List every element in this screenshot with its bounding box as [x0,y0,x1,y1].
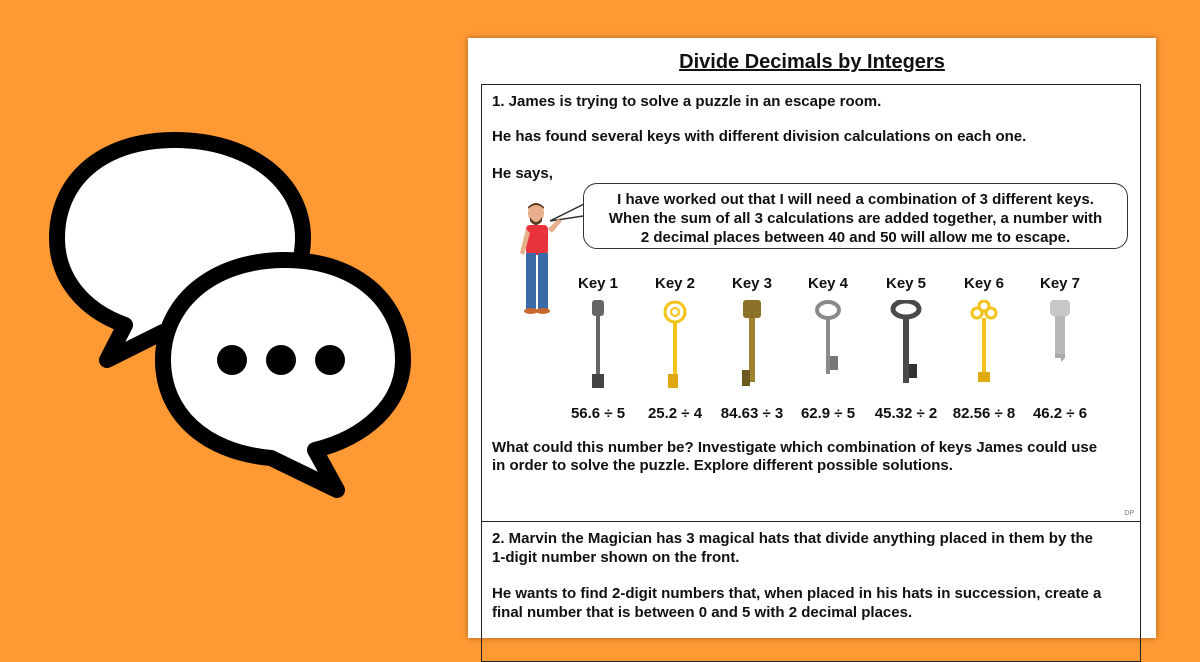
worksheet [468,38,1156,638]
worksheet-title: Divide Decimals by Integers [679,51,945,73]
q1-question-line-1: What could this number be? Investigate which combination of keys James could use [492,439,1098,456]
key-1-calculation: 56.6 ÷ 5 [570,405,626,422]
key-7-calculation: 46.2 ÷ 6 [1032,405,1088,422]
ellipsis-dot [315,345,345,375]
question-1-box [481,84,1141,522]
key-label: Key 5 [885,275,927,292]
james-speech-bubble [583,183,1128,249]
key-6-calculation: 82.56 ÷ 8 [952,405,1016,422]
speech-line: 2 decimal places between 40 and 50 will allow me to escape. [640,229,1071,246]
james-character-icon [510,201,570,333]
speech-line: When the sum of all 3 calculations are added together, a number with [608,210,1103,227]
key-icon [1040,300,1080,392]
ellipsis-dot [217,345,247,375]
key-5 [870,275,942,392]
speech-bubble-ellipsis-icon [163,260,403,490]
key-3-calculation: 84.63 ÷ 3 [720,405,784,422]
key-label: Key 3 [731,275,773,292]
q1-question-line-2: in order to solve the puzzle. Explore different possible solutions. [492,457,953,474]
q1-intro: 1. James is trying to solve a puzzle in an escape room. [492,93,882,110]
q2-line-1: 2. Marvin the Magician has 3 magical hats that divide anything placed in them by the [492,530,1093,547]
key-label: Key 7 [1039,275,1081,292]
key-icon [578,300,618,392]
key-1 [562,275,634,392]
q2-line-4: final number that is between 0 and 5 with 2 decimal places. [492,604,913,621]
question-2-box [481,522,1141,662]
key-label: Key 4 [807,275,849,292]
keys-row [562,275,1122,422]
key-icon [655,300,695,392]
key-icon [732,300,772,392]
key-label: Key 1 [577,275,619,292]
key-6 [948,275,1020,392]
ellipsis-dot [266,345,296,375]
key-2 [639,275,711,392]
speech-bubbles-illustration [45,120,425,500]
key-2-calculation: 25.2 ÷ 4 [647,405,703,422]
key-label: Key 6 [963,275,1005,292]
q1-context: He has found several keys with different division calculations on each one. [492,128,1027,145]
key-4-calculation: 62.9 ÷ 5 [800,405,856,422]
key-7 [1024,275,1096,392]
q2-line-3: He wants to find 2-digit numbers that, when placed in his hats in succession, create a [492,585,1102,602]
footer-initials: DP [1124,510,1134,517]
key-3 [716,275,788,392]
key-icon [964,300,1004,392]
key-5-calculation: 45.32 ÷ 2 [874,405,938,422]
speech-line: I have worked out that I will need a combination of 3 different keys. [617,191,1094,208]
q2-line-2: 1-digit number shown on the front. [492,549,740,566]
key-label: Key 2 [654,275,696,292]
key-4 [792,275,864,392]
q1-he-says: He says, [492,165,553,182]
key-icon [886,300,926,392]
key-icon [808,300,848,392]
